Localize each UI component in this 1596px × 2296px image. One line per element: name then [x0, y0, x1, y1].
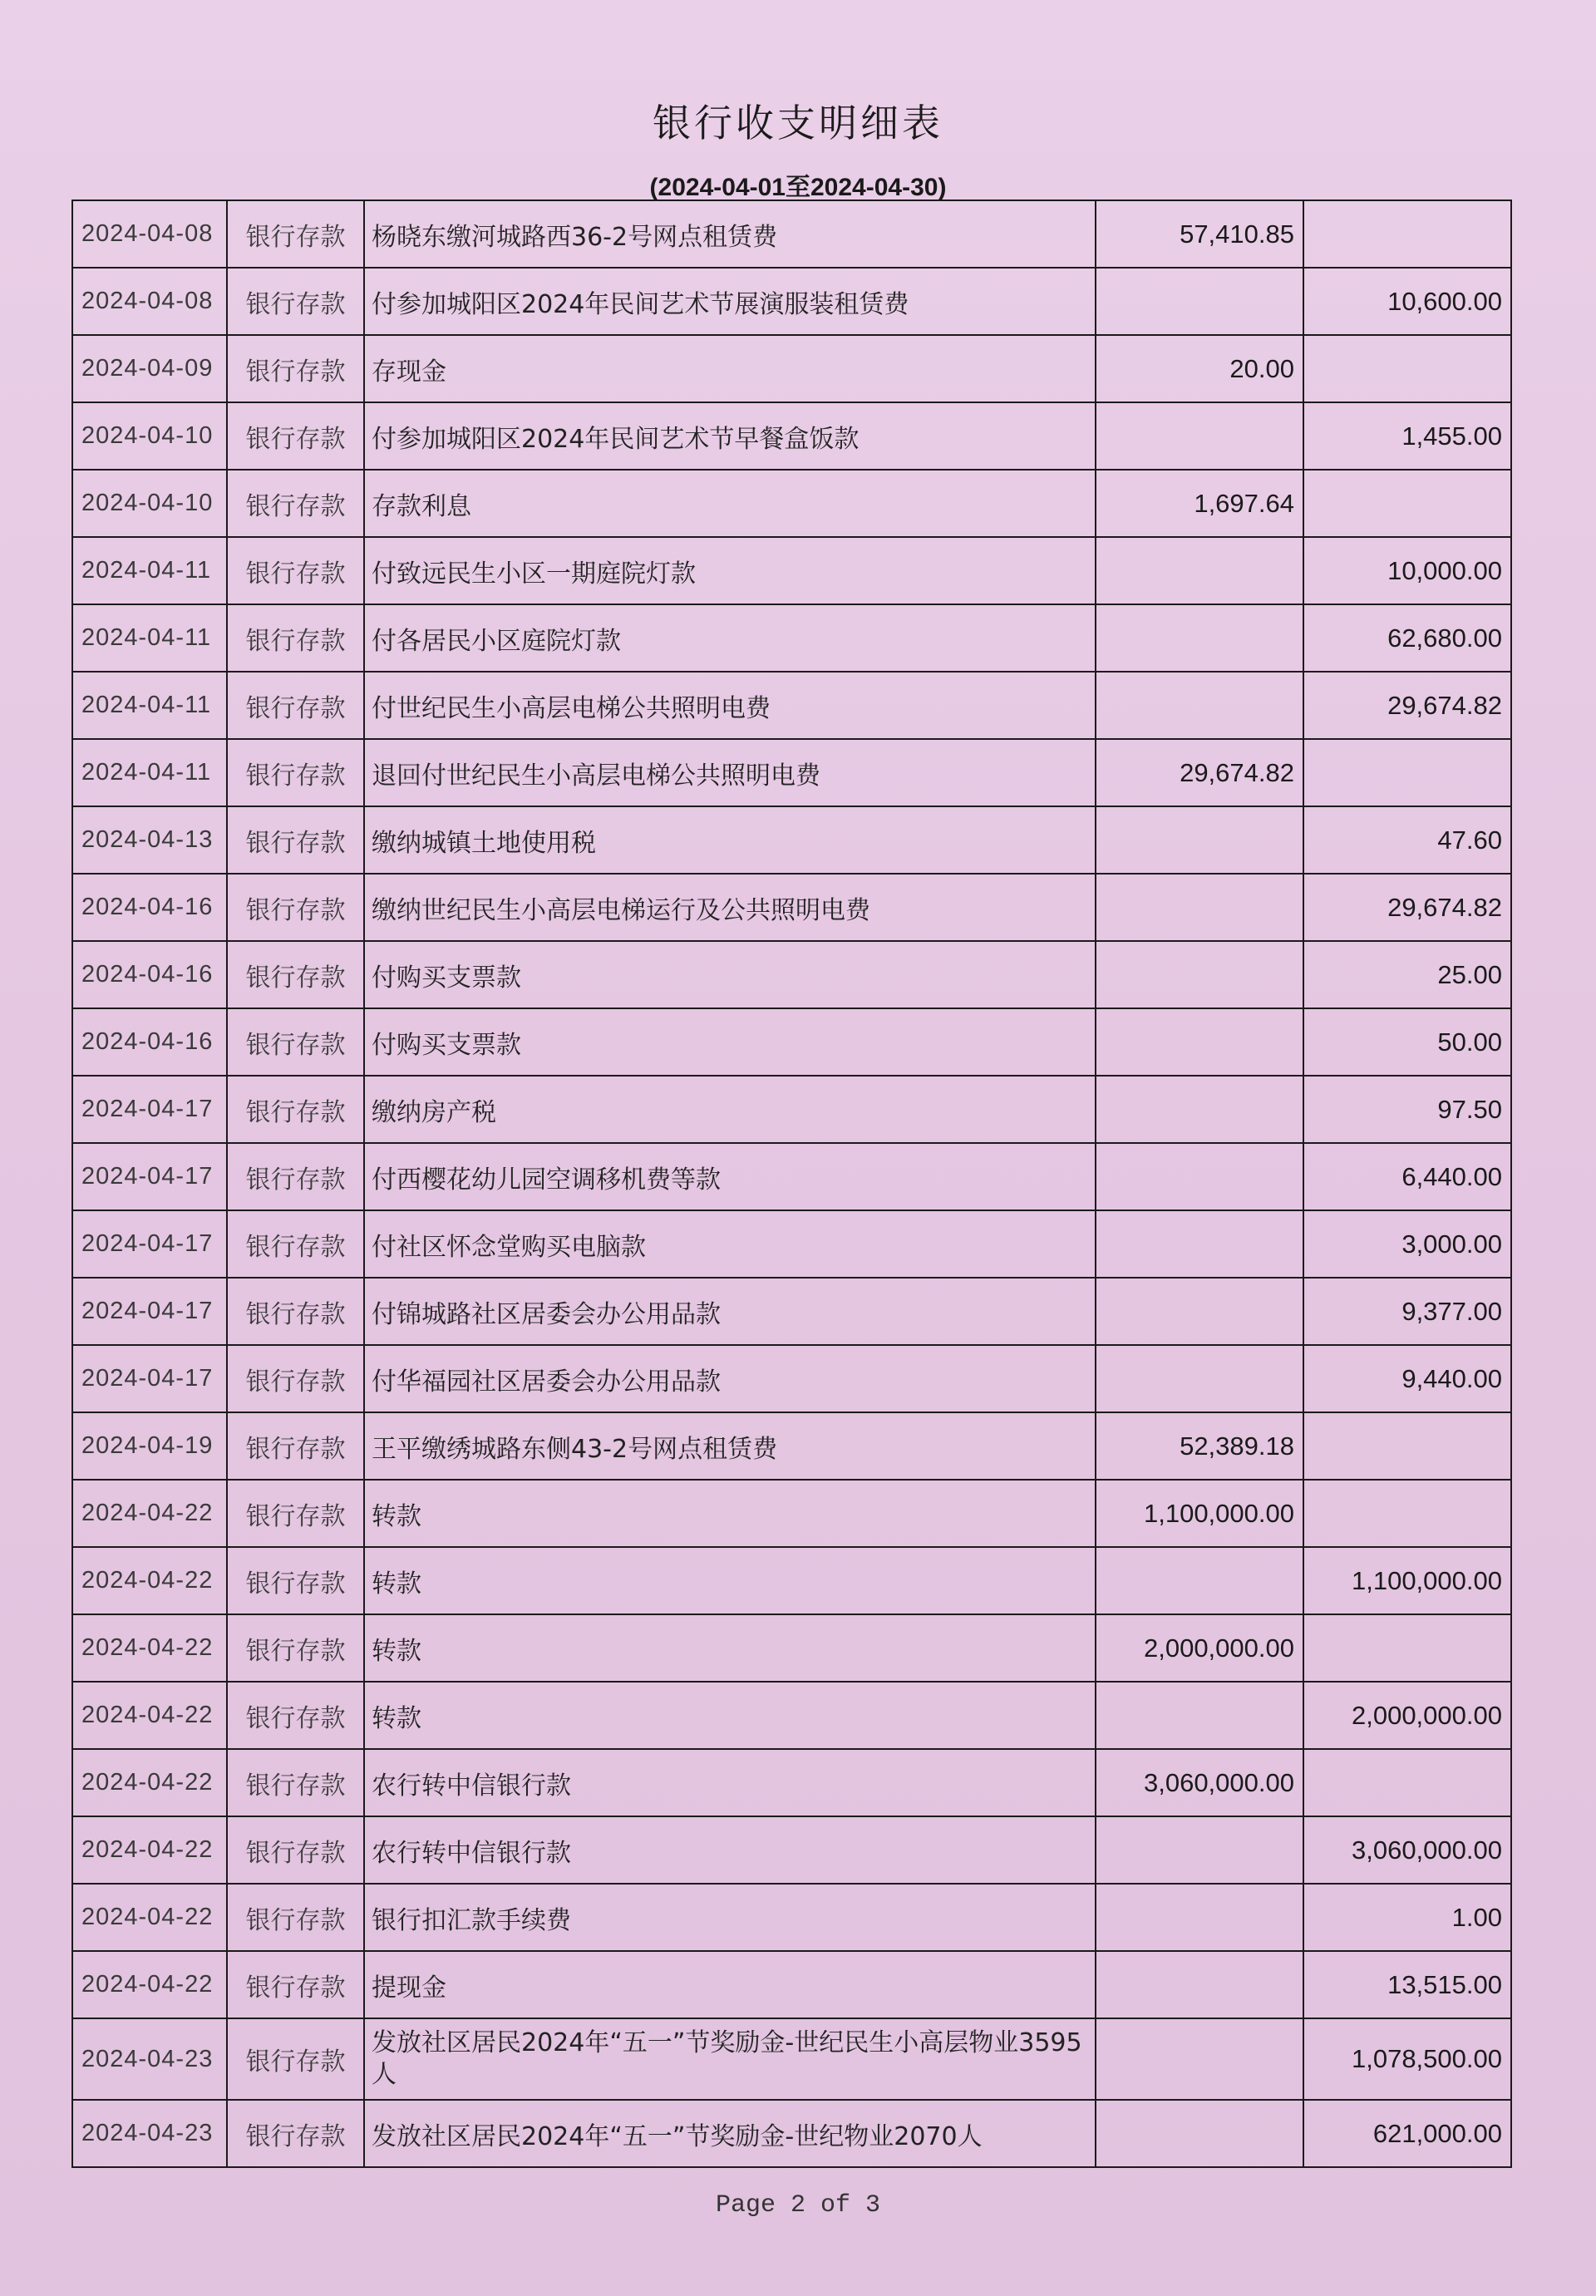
cell-income — [1096, 672, 1303, 739]
cell-date: 2024-04-22 — [72, 1951, 227, 2018]
table-row — [72, 874, 1511, 941]
cell-expense: 2,000,000.00 — [1303, 1682, 1511, 1749]
cell-date: 2024-04-11 — [72, 672, 227, 739]
cell-account: 银行存款 — [227, 1480, 364, 1547]
cell-date: 2024-04-23 — [72, 2018, 227, 2100]
cell-description: 付购买支票款 — [364, 1008, 1096, 1076]
cell-income — [1096, 537, 1303, 604]
cell-description: 发放社区居民2024年“五一”节奖励金-世纪物业2070人 — [364, 2100, 1096, 2167]
cell-description: 转款 — [364, 1682, 1096, 1749]
cell-description: 付锦城路社区居委会办公用品款 — [364, 1278, 1096, 1345]
cell-description: 退回付世纪民生小高层电梯公共照明电费 — [364, 739, 1096, 806]
cell-description: 银行扣汇款手续费 — [364, 1884, 1096, 1951]
cell-income — [1096, 402, 1303, 470]
cell-account: 银行存款 — [227, 470, 364, 537]
cell-income — [1096, 1210, 1303, 1278]
cell-income: 2,000,000.00 — [1096, 1614, 1303, 1682]
cell-expense: 50.00 — [1303, 1008, 1511, 1076]
cell-description: 转款 — [364, 1614, 1096, 1682]
cell-account: 银行存款 — [227, 2018, 364, 2100]
cell-account: 银行存款 — [227, 604, 364, 672]
cell-income: 3,060,000.00 — [1096, 1749, 1303, 1816]
cell-expense: 1.00 — [1303, 1884, 1511, 1951]
cell-account: 银行存款 — [227, 200, 364, 268]
cell-description: 付世纪民生小高层电梯公共照明电费 — [364, 672, 1096, 739]
cell-description: 存款利息 — [364, 470, 1096, 537]
cell-expense — [1303, 1412, 1511, 1480]
cell-income — [1096, 1816, 1303, 1884]
cell-account: 银行存款 — [227, 1816, 364, 1884]
cell-expense — [1303, 335, 1511, 402]
cell-account: 银行存款 — [227, 1749, 364, 1816]
cell-date: 2024-04-22 — [72, 1547, 227, 1614]
cell-account: 银行存款 — [227, 1412, 364, 1480]
cell-date: 2024-04-16 — [72, 941, 227, 1008]
cell-expense: 47.60 — [1303, 806, 1511, 874]
cell-description: 杨晓东缴河城路西36-2号网点租赁费 — [364, 200, 1096, 268]
cell-description: 付西樱花幼儿园空调移机费等款 — [364, 1143, 1096, 1210]
cell-description: 付参加城阳区2024年民间艺术节展演服装租赁费 — [364, 268, 1096, 335]
cell-expense — [1303, 1480, 1511, 1547]
cell-income — [1096, 1345, 1303, 1412]
cell-date: 2024-04-22 — [72, 1614, 227, 1682]
cell-income — [1096, 1951, 1303, 2018]
cell-description: 提现金 — [364, 1951, 1096, 2018]
cell-account: 银行存款 — [227, 1682, 364, 1749]
cell-description: 发放社区居民2024年“五一”节奖励金-世纪民生小高层物业3595人 — [364, 2018, 1096, 2100]
cell-account: 银行存款 — [227, 806, 364, 874]
cell-description: 付社区怀念堂购买电脑款 — [364, 1210, 1096, 1278]
cell-expense: 97.50 — [1303, 1076, 1511, 1143]
cell-description: 农行转中信银行款 — [364, 1749, 1096, 1816]
cell-expense: 29,674.82 — [1303, 874, 1511, 941]
table-row — [72, 1884, 1511, 1951]
table-row — [72, 1614, 1511, 1682]
cell-description: 转款 — [364, 1480, 1096, 1547]
cell-account: 银行存款 — [227, 941, 364, 1008]
table-row — [72, 200, 1511, 268]
cell-expense: 621,000.00 — [1303, 2100, 1511, 2167]
cell-date: 2024-04-16 — [72, 1008, 227, 1076]
cell-expense: 9,440.00 — [1303, 1345, 1511, 1412]
cell-income — [1096, 1008, 1303, 1076]
cell-date: 2024-04-22 — [72, 1480, 227, 1547]
cell-income — [1096, 1278, 1303, 1345]
cell-date: 2024-04-11 — [72, 739, 227, 806]
cell-description: 缴纳房产税 — [364, 1076, 1096, 1143]
cell-income — [1096, 1884, 1303, 1951]
cell-date: 2024-04-08 — [72, 200, 227, 268]
table-row — [72, 537, 1511, 604]
table-row — [72, 604, 1511, 672]
cell-expense — [1303, 470, 1511, 537]
ledger-body — [72, 200, 1511, 2167]
cell-income: 52,389.18 — [1096, 1412, 1303, 1480]
table-row — [72, 1816, 1511, 1884]
table-row — [72, 1008, 1511, 1076]
cell-account: 银行存款 — [227, 739, 364, 806]
cell-date: 2024-04-08 — [72, 268, 227, 335]
cell-date: 2024-04-17 — [72, 1210, 227, 1278]
cell-description: 付各居民小区庭院灯款 — [364, 604, 1096, 672]
table-row — [72, 335, 1511, 402]
cell-date: 2024-04-22 — [72, 1884, 227, 1951]
cell-description: 农行转中信银行款 — [364, 1816, 1096, 1884]
cell-expense: 29,674.82 — [1303, 672, 1511, 739]
cell-account: 银行存款 — [227, 335, 364, 402]
cell-date: 2024-04-23 — [72, 2100, 227, 2167]
cell-account: 银行存款 — [227, 1076, 364, 1143]
document-title: 银行收支明细表 — [653, 101, 943, 145]
cell-expense: 3,060,000.00 — [1303, 1816, 1511, 1884]
table-row — [72, 470, 1511, 537]
cell-date: 2024-04-13 — [72, 806, 227, 874]
table-row — [72, 1547, 1511, 1614]
cell-income — [1096, 1076, 1303, 1143]
table-row — [72, 739, 1511, 806]
cell-description: 付致远民生小区一期庭院灯款 — [364, 537, 1096, 604]
cell-account: 银行存款 — [227, 268, 364, 335]
cell-income — [1096, 874, 1303, 941]
table-row — [72, 2018, 1511, 2100]
cell-expense: 10,000.00 — [1303, 537, 1511, 604]
table-row — [72, 941, 1511, 1008]
cell-description: 缴纳城镇土地使用税 — [364, 806, 1096, 874]
table-row — [72, 1480, 1511, 1547]
cell-income: 57,410.85 — [1096, 200, 1303, 268]
cell-expense: 10,600.00 — [1303, 268, 1511, 335]
cell-account: 银行存款 — [227, 1547, 364, 1614]
table-row — [72, 1345, 1511, 1412]
table-row — [72, 1951, 1511, 2018]
date-range: (2024-04-01至2024-04-30) — [649, 174, 947, 201]
cell-date: 2024-04-17 — [72, 1278, 227, 1345]
cell-account: 银行存款 — [227, 1884, 364, 1951]
table-row — [72, 1210, 1511, 1278]
cell-account: 银行存款 — [227, 537, 364, 604]
cell-date: 2024-04-19 — [72, 1412, 227, 1480]
cell-expense: 6,440.00 — [1303, 1143, 1511, 1210]
cell-description: 转款 — [364, 1547, 1096, 1614]
cell-description: 王平缴绣城路东侧43-2号网点租赁费 — [364, 1412, 1096, 1480]
cell-account: 银行存款 — [227, 874, 364, 941]
cell-income — [1096, 604, 1303, 672]
cell-expense — [1303, 200, 1511, 268]
cell-expense — [1303, 739, 1511, 806]
table-row — [72, 1412, 1511, 1480]
cell-expense — [1303, 1749, 1511, 1816]
cell-income: 20.00 — [1096, 335, 1303, 402]
cell-description: 存现金 — [364, 335, 1096, 402]
cell-income — [1096, 2018, 1303, 2100]
table-row — [72, 268, 1511, 335]
cell-expense: 62,680.00 — [1303, 604, 1511, 672]
table-row — [72, 1749, 1511, 1816]
table-row — [72, 1076, 1511, 1143]
cell-description: 付参加城阳区2024年民间艺术节早餐盒饭款 — [364, 402, 1096, 470]
cell-date: 2024-04-22 — [72, 1682, 227, 1749]
cell-income — [1096, 2100, 1303, 2167]
cell-date: 2024-04-10 — [72, 402, 227, 470]
cell-account: 银行存款 — [227, 402, 364, 470]
cell-account: 银行存款 — [227, 1345, 364, 1412]
cell-income: 1,100,000.00 — [1096, 1480, 1303, 1547]
cell-income — [1096, 1682, 1303, 1749]
cell-expense: 13,515.00 — [1303, 1951, 1511, 2018]
table-row — [72, 1143, 1511, 1210]
cell-expense: 25.00 — [1303, 941, 1511, 1008]
table-row — [72, 1278, 1511, 1345]
table-row — [72, 402, 1511, 470]
cell-account: 银行存款 — [227, 1210, 364, 1278]
cell-expense — [1303, 1614, 1511, 1682]
cell-account: 银行存款 — [227, 2100, 364, 2167]
cell-date: 2024-04-11 — [72, 604, 227, 672]
cell-expense: 1,100,000.00 — [1303, 1547, 1511, 1614]
cell-description: 付购买支票款 — [364, 941, 1096, 1008]
cell-account: 银行存款 — [227, 1951, 364, 2018]
table-row — [72, 2100, 1511, 2167]
cell-date: 2024-04-22 — [72, 1816, 227, 1884]
cell-description: 付华福园社区居委会办公用品款 — [364, 1345, 1096, 1412]
cell-date: 2024-04-17 — [72, 1143, 227, 1210]
cell-date: 2024-04-10 — [72, 470, 227, 537]
table-row — [72, 672, 1511, 739]
cell-expense: 9,377.00 — [1303, 1278, 1511, 1345]
table-row — [72, 1682, 1511, 1749]
cell-expense: 1,078,500.00 — [1303, 2018, 1511, 2100]
cell-date: 2024-04-22 — [72, 1749, 227, 1816]
cell-income — [1096, 806, 1303, 874]
cell-expense: 3,000.00 — [1303, 1210, 1511, 1278]
table-row — [72, 806, 1511, 874]
cell-date: 2024-04-17 — [72, 1076, 227, 1143]
cell-account: 银行存款 — [227, 672, 364, 739]
cell-income — [1096, 1547, 1303, 1614]
cell-account: 银行存款 — [227, 1008, 364, 1076]
cell-date: 2024-04-16 — [72, 874, 227, 941]
cell-income — [1096, 268, 1303, 335]
cell-date: 2024-04-11 — [72, 537, 227, 604]
cell-date: 2024-04-17 — [72, 1345, 227, 1412]
page-number: Page 2 of 3 — [715, 2191, 881, 2220]
cell-account: 银行存款 — [227, 1143, 364, 1210]
cell-expense: 1,455.00 — [1303, 402, 1511, 470]
cell-income — [1096, 1143, 1303, 1210]
ledger-table — [71, 200, 1512, 2168]
cell-income — [1096, 941, 1303, 1008]
cell-account: 银行存款 — [227, 1614, 364, 1682]
cell-description: 缴纳世纪民生小高层电梯运行及公共照明电费 — [364, 874, 1096, 941]
cell-account: 银行存款 — [227, 1278, 364, 1345]
cell-income: 1,697.64 — [1096, 470, 1303, 537]
cell-date: 2024-04-09 — [72, 335, 227, 402]
cell-income: 29,674.82 — [1096, 739, 1303, 806]
